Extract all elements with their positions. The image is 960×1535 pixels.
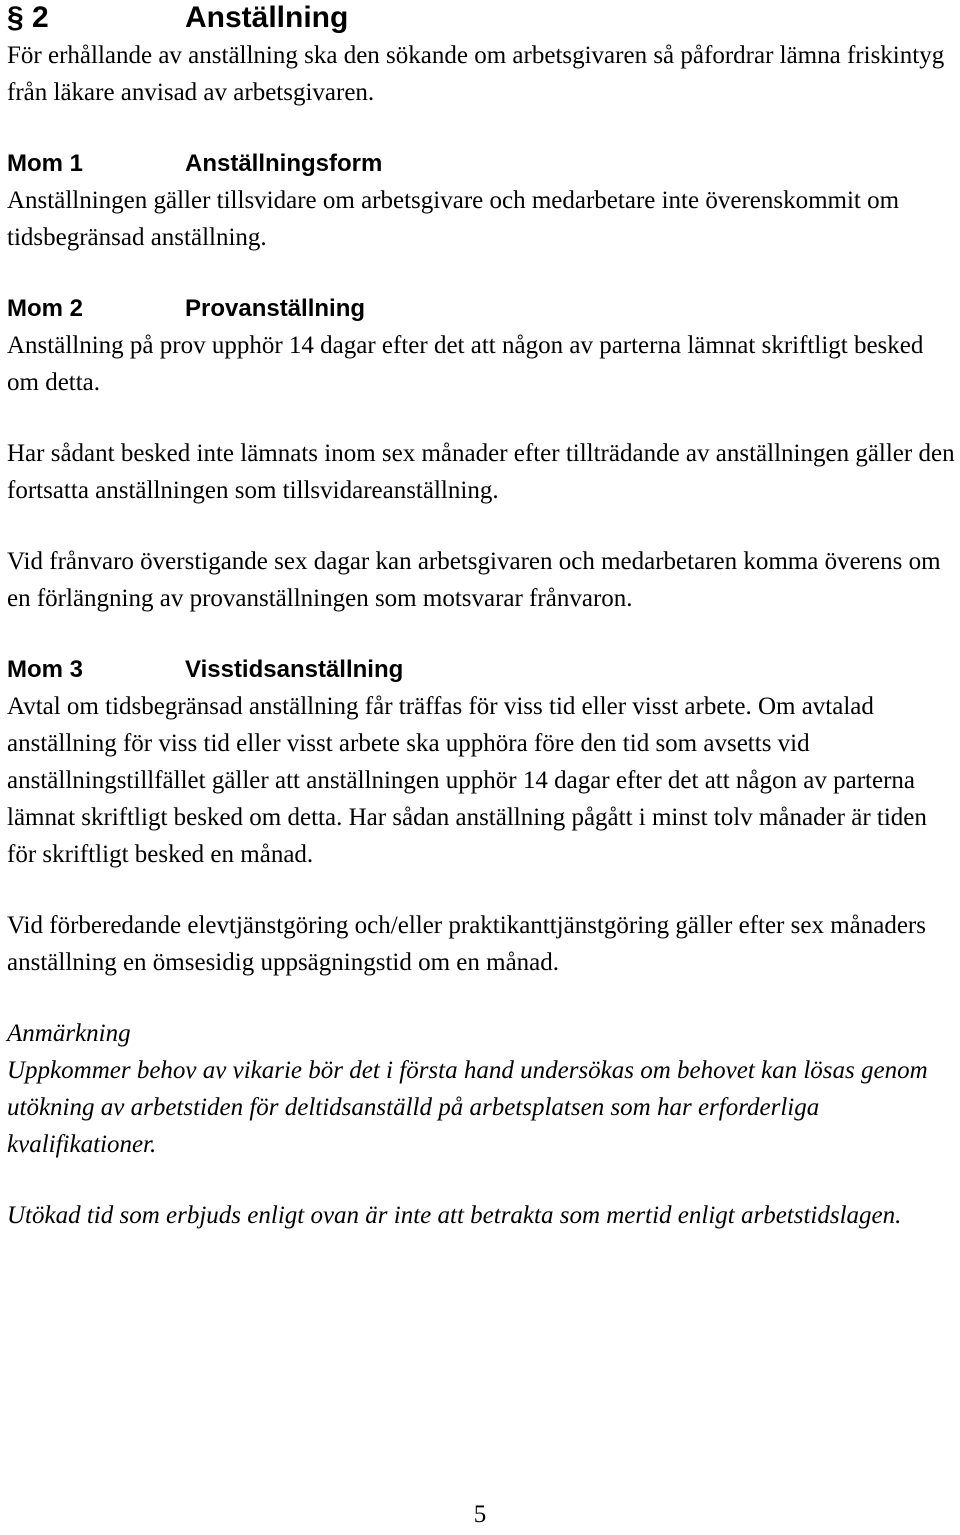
mom3-paragraph-1: Avtal om tidsbegränsad anställning får träffas för viss tid eller visst arbete. Om avtalad anställning för viss tid eller visst arbete ska upphöra före den tid som avsetts vid anställningstillfället gäller att anställningen upphör 14 dagar efter det att någon av parterna lämnat skriftligt besked om detta. Har sådan anställning pågått i minst tolv månader är tiden för skriftligt besked en månad. bbox=[7, 693, 927, 868]
mom3-paragraph-2: Vid förberedande elevtjänstgöring och/eller praktikanttjänstgöring gäller efter sex månaders anställning en ömsesidig uppsägningstid om en månad. bbox=[7, 912, 926, 976]
mom2-paragraph-3: Vid frånvaro överstigande sex dagar kan arbetsgivaren och medarbetaren komma överens om en förlängning av provanställningen som motsvarar frånvaron. bbox=[7, 548, 941, 612]
mom2-title: Provanställning bbox=[185, 295, 366, 322]
mom2-label: Mom 2 bbox=[7, 295, 84, 322]
note-title: Anmärkning bbox=[7, 1020, 131, 1047]
spacer bbox=[7, 111, 955, 145]
document-page bbox=[7, 0, 955, 1234]
page-number: 5 bbox=[473, 1501, 487, 1528]
spacer bbox=[7, 1163, 955, 1197]
section-intro: För erhållande av anställning ska den sökande om arbetsgivaren så påfordrar lämna friskintyg från läkare anvisad av arbetsgivaren. bbox=[7, 42, 945, 106]
mom1-heading bbox=[7, 145, 955, 182]
section-symbol: § bbox=[7, 1, 24, 34]
mom1-label: Mom 1 bbox=[7, 150, 84, 177]
mom3-title: Visstidsanställning bbox=[185, 656, 404, 683]
mom2-paragraph-1: Anställning på prov upphör 14 dagar efter det att någon av parterna lämnat skriftligt besked om detta. bbox=[7, 332, 924, 396]
section-symbol-number bbox=[7, 0, 185, 36]
mom3-heading bbox=[7, 651, 955, 688]
section-title: Anställning bbox=[185, 1, 349, 34]
section-number: 2 bbox=[32, 1, 49, 34]
note-paragraph-1: Uppkommer behov av vikarie bör det i första hand undersökas om behovet kan lösas genom utökning av arbetstiden för deltidsanställd på arbetsplatsen som har erforderliga kvalifikationer. bbox=[7, 1057, 928, 1158]
spacer bbox=[7, 401, 955, 435]
spacer bbox=[7, 617, 955, 651]
mom2-paragraph-2: Har sådant besked inte lämnats inom sex månader efter tillträdande av anställningen gäller den fortsatta anställningen som tillsvidareanställning. bbox=[7, 440, 955, 504]
mom1-title: Anställningsform bbox=[185, 150, 383, 177]
section-heading bbox=[7, 0, 955, 36]
note-paragraph-2: Utökad tid som erbjuds enligt ovan är inte att betrakta som mertid enligt arbetstidslagen. bbox=[7, 1202, 902, 1229]
spacer bbox=[7, 873, 955, 907]
mom2-heading bbox=[7, 290, 955, 327]
spacer bbox=[7, 256, 955, 290]
spacer bbox=[7, 509, 955, 543]
mom1-paragraph-1: Anställningen gäller tillsvidare om arbetsgivare och medarbetare inte överenskommit om tidsbegränsad anställning. bbox=[7, 187, 900, 251]
mom3-label: Mom 3 bbox=[7, 656, 84, 683]
spacer bbox=[7, 981, 955, 1015]
